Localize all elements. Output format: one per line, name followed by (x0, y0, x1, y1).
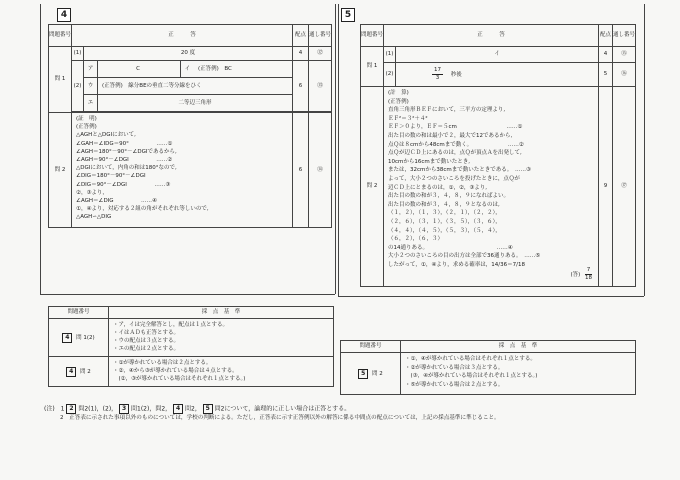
q5-final-denominator: 18 (584, 275, 592, 281)
crit4-r1-label: 問 1(2) (76, 335, 95, 341)
crit4-r2-label: 問 2 (80, 369, 91, 375)
q4-r2-i-value: (正答例) BC (198, 66, 232, 72)
calc-line: 大小２つのさいころの目の出方は全部で36通りある。 ……⑤ (388, 253, 541, 260)
q5-frame-left (338, 4, 339, 296)
proof-line: ∠DIG＝90°－∠DGI ……③ (76, 181, 171, 188)
calc-line: (計 算) (388, 90, 409, 96)
calc-line: 点Ｑは８cmから48cmまで動く。 ……② (388, 141, 524, 148)
q5-final-label: (答) (570, 272, 581, 278)
criteria-line: ・②，④から③が導かれている場合は４点とする。 (113, 368, 238, 374)
calc-line: ＥＦ²＝３²＋４² (388, 115, 428, 122)
q5-criteria-table (340, 340, 636, 395)
q5-r1-sub: (1) (384, 47, 396, 63)
crit5-header-c: 採 点 基 準 (401, 341, 636, 353)
q4-r2-e-value: 二等辺三角形 (98, 95, 293, 112)
q5-calc-lines (388, 89, 598, 269)
q4-r2-a-value: C (136, 66, 140, 72)
proof-line: △DGIにおいて，内角の和は180°なので, (76, 165, 177, 172)
q5-header-cnum: 通し番号 (612, 25, 635, 47)
q4-frame-left (40, 4, 41, 294)
q4-header-cnum: 通し番号 (308, 25, 331, 47)
q5-frame-bottom (338, 296, 644, 297)
proof-line: ∠AGH＝∠DIG ……④ (76, 198, 157, 205)
q4-r1-answer: 20 度 (84, 47, 293, 61)
q5-r1-answer: イ (396, 47, 599, 63)
q5-header-answer: 正 答 (384, 25, 599, 47)
footnote-1-text-4: 問2， (185, 405, 201, 413)
q5-r2-answer (396, 63, 599, 87)
q4-answer-table (48, 24, 332, 228)
q5-calc-cell (384, 87, 599, 287)
calc-line: （４，４），（４，５），（５，３），（５，４）， (388, 227, 501, 234)
calc-line: 直角三角形ＢＥＦにおいて，三平方の定理より, (388, 107, 506, 114)
calc-line: 出た目の数の和が３，４，８，９となるのは, (388, 201, 500, 208)
question-5-number: 5 (341, 8, 355, 22)
q4-r2-sub: (2) (72, 61, 84, 112)
q4-r1-points: 4 (292, 47, 308, 61)
q4-q2-label: 問 2 (49, 113, 72, 228)
q4-frame-right (335, 4, 336, 294)
crit4-r1-num: 4 (62, 333, 72, 343)
criteria-line: (②，③が導かれている場合はそれぞれ１点とする。) (113, 376, 246, 382)
q5-answer-table (360, 24, 636, 287)
q4-r2-ai-cell (98, 61, 293, 78)
crit4-r1-lines (113, 321, 333, 353)
q5-r1-cnum: ⑮ (612, 47, 635, 63)
footnote-1 (44, 404, 350, 414)
crit4-r2-qcell (49, 357, 109, 387)
q4-r2-e-label: エ (84, 95, 98, 112)
q5-r1-points: 4 (598, 47, 612, 63)
footnote-2: 2 正答表に示された事項以外のものについては，学校の判断による。ただし，正答表に示す正答例以外の解答に係る中間点の配点については，上記の採点基準に準じること。 (60, 415, 500, 421)
q5-frame-right (644, 4, 645, 296)
crit5-num: 5 (358, 369, 368, 379)
crit4-r2-num: 4 (66, 367, 76, 377)
footnote-1-box-3: 3 (119, 404, 129, 414)
crit5-header-q: 問題番号 (341, 341, 401, 353)
q4-header-answer: 正 答 (72, 25, 293, 47)
calc-line: したがって，①，④より，求める確率は，14/36＝7/18 (388, 261, 525, 268)
calc-line: （１，２），（１，３），（２，１），（２，２）， (388, 210, 501, 217)
footnote-1-box-5: 5 (203, 404, 213, 414)
calc-line: 10cmから16cmまで動いたとき, (388, 158, 471, 165)
crit4-r2-lines (113, 359, 333, 383)
q4-q1-label: 問 1 (49, 47, 72, 113)
crit5-lines (405, 355, 635, 389)
calc-line: （２，６），（３，１），（３，５），（３，６）， (388, 218, 501, 225)
q4-q2-cnum: ⑭ (308, 113, 331, 228)
q5-q2-label: 問 2 (361, 87, 384, 287)
crit5-qcell (341, 353, 401, 395)
criteria-line: ・イはＡＤも正答とする。 (113, 330, 180, 336)
proof-line: ②，③より， (76, 189, 108, 196)
proof-line: ∠GAH＝∠IDG＝90° ……① (76, 140, 173, 147)
q4-r1-cnum: ⑫ (308, 47, 331, 61)
q4-r2-u-label: ウ (84, 78, 98, 95)
criteria-line: ・①が導かれている場合は２点とする。 (113, 360, 212, 366)
proof-line: ①，④より，対応する２組の角がそれぞれ等しいので, (76, 206, 209, 213)
criteria-line: ・エの配点は２点とする。 (113, 346, 180, 352)
q5-r2-points: 5 (598, 63, 612, 87)
proof-line: △AGHと△DGIにおいて, (76, 132, 136, 139)
question-4-number: 4 (57, 8, 71, 22)
crit5-label: 問 2 (372, 371, 383, 377)
q4-r2-points: 6 (292, 61, 308, 112)
proof-line: ∠DIG＝180°－90°－∠DGI (76, 173, 146, 180)
calc-line: 出た目の数の和は最小で２，最大で12であるから, (388, 132, 513, 139)
q4-r1-sub: (1) (72, 47, 84, 61)
q4-criteria-table (48, 306, 334, 387)
calc-line: 出た目の数の和が３，４，８，９になればよい。 (388, 193, 510, 200)
footnote-1-text-2: 問2(1)，(2)， (78, 405, 118, 413)
crit4-header-q: 問題番号 (49, 307, 109, 319)
criteria-line: (③，④が導かれている場合はそれぞれ１点とする。) (405, 373, 538, 379)
criteria-line: ・⑤が導かれている場合は２点とする。 (405, 381, 504, 388)
q5-q2-cnum: ⑰ (612, 87, 635, 287)
q4-proof-lines (76, 115, 292, 222)
q4-r2-a-label: ア (84, 61, 98, 78)
q5-header-qnum: 問題番号 (361, 25, 384, 47)
calc-line: 点Ｑが辺ＣＤ上にあるのは，点Ｑが頂点Ａを出発して, (388, 150, 522, 157)
q5-r2-cnum: ⑯ (612, 63, 635, 87)
proof-line: (証 明) (76, 116, 97, 122)
proof-line: (正答例) (76, 124, 97, 131)
criteria-line: ・ウの配点は３点とする。 (113, 338, 180, 344)
footnote-1-prefix: (注) 1 (44, 405, 65, 413)
footnote-1-box-4: 4 (173, 404, 183, 414)
calc-line: ＥＦ＞０より，ＥＦ＝５cm ……① (388, 124, 523, 131)
q4-r2-cnum: ⑬ (308, 61, 331, 112)
crit4-header-c: 採 点 基 準 (109, 307, 334, 319)
q5-final-numerator: 7 (586, 267, 591, 273)
footnote-1-text-3: 問1(2)，問2， (131, 405, 172, 413)
criteria-line: ・①，④が導かれている場合はそれぞれ１点とする。 (405, 356, 536, 362)
q5-r2-numerator: 17 (434, 67, 442, 73)
q5-r2-unit: 秒後 (450, 72, 462, 78)
q4-frame-bottom (40, 294, 335, 295)
calc-line: または，32cmから38cmまで動いたときである。 ……③ (388, 167, 531, 174)
footnote-1-text-5: 問2について，論理的に正しい場合は正答とする。 (214, 405, 351, 413)
q5-r2-sub: (2) (384, 63, 396, 87)
q5-q1-label: 問 1 (361, 47, 384, 87)
q4-header-points: 配点 (292, 25, 308, 47)
q5-r2-denominator: 3 (435, 75, 440, 81)
q4-q2-points: 6 (292, 113, 308, 228)
q4-header-qnum: 問題番号 (49, 25, 72, 47)
crit4-r1-qcell (49, 319, 109, 357)
q4-r2-i-label: イ (184, 66, 191, 72)
calc-line: 辺ＣＤ上にとまるのは，①，②，③より, (388, 184, 488, 191)
calc-line: (正答例) (388, 98, 409, 105)
proof-line: △AGH∽△DIG (76, 214, 112, 221)
q5-q2-points: 9 (598, 87, 612, 287)
criteria-line: ・ア，イは完全解答とし，配点は１点とする。 (113, 322, 229, 328)
calc-line: の14通りある。 ……④ (388, 244, 513, 251)
q5-final-answer (570, 267, 592, 282)
proof-line: ∠AGH＝180°－90°－∠DGIであるから, (76, 148, 177, 155)
q4-proof-cell (72, 113, 293, 228)
q5-header-points: 配点 (598, 25, 612, 47)
q4-r2-u-value: (正答例) 線分BEの垂直二等分線をひく (98, 78, 293, 95)
footnote-1-box-2: 2 (66, 404, 76, 414)
calc-line: よって，大小２つのさいころを投げたときに，点Ｑが (388, 175, 520, 182)
calc-line: （６，２），（６，３） (388, 236, 444, 243)
proof-line: ∠AGH＝90°－∠DGI ……② (76, 157, 173, 164)
criteria-line: ・②が導かれている場合は３点とする。 (405, 364, 504, 371)
